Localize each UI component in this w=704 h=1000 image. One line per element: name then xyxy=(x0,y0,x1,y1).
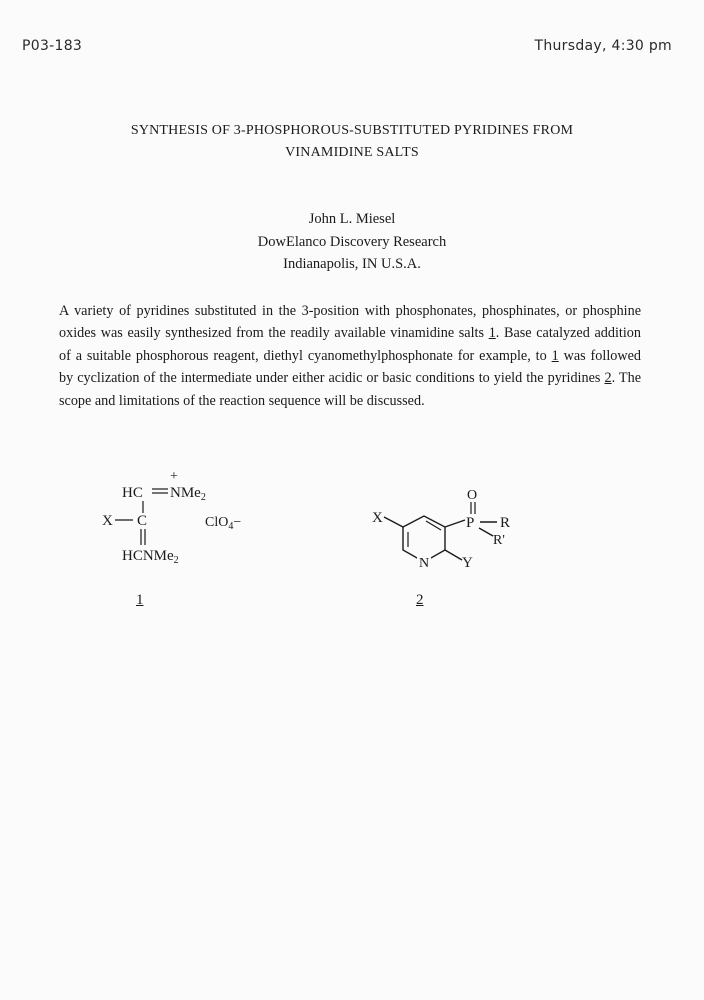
abstract-text xyxy=(59,300,641,412)
structure-2 xyxy=(372,488,510,571)
author-block xyxy=(0,208,704,276)
pyridine-x-label: X xyxy=(372,510,383,526)
c-label: C xyxy=(137,513,148,529)
abstract-part-2: . Base catalyzed addition of a suitable phosphorous reagent, diethyl cyanomethylphosphonate for example, to xyxy=(59,325,641,364)
pyridine-n-label: N xyxy=(419,556,430,571)
y-ring-bond xyxy=(445,550,462,560)
structures-figure xyxy=(0,470,704,630)
compound-ref-2: 2 xyxy=(604,370,612,387)
compound-ref-1b: 1 xyxy=(551,347,559,364)
structures-svg xyxy=(0,470,704,630)
abstract-part-3: was followed by cyclization of the intermediate under either acidic or basic conditions to yield the pyridines xyxy=(59,347,641,387)
charge-plus: + xyxy=(170,470,178,484)
hc-label: HC xyxy=(122,485,143,501)
perchlorate-label: ClO$_4$− xyxy=(205,515,242,532)
author-name: John L. Miesel xyxy=(308,211,396,227)
x-label: X xyxy=(102,513,113,529)
hcnme2-label: HCNMe$_2$ xyxy=(122,548,179,566)
pyridine-y-label: Y xyxy=(462,555,473,571)
oxygen-label: O xyxy=(467,488,478,503)
x-ring-bond xyxy=(384,517,403,527)
ring-inner-bond-2 xyxy=(426,521,441,530)
author-affiliation: DowElanco Discovery Research xyxy=(257,233,447,250)
paper-code: P03-183 xyxy=(22,38,83,54)
author-location: Indianapolis, IN U.S.A. xyxy=(283,256,421,272)
compound-ref-1: 1 xyxy=(488,325,496,342)
session-time: Thursday, 4:30 pm xyxy=(534,38,672,54)
abstract-part-4: . The scope and limitations of the reaction sequence will be discussed. xyxy=(59,370,641,409)
phosphorus-label: P xyxy=(466,515,475,531)
abstract-part-1: A variety of pyridines substituted in the 3-position with phosphonates, phosphinates, or phosphine oxides was easily synthesized from the readily available vinamidine salts xyxy=(59,303,641,342)
title-line-2: VINAMIDINE SALTS xyxy=(285,145,419,160)
p-r2-bond xyxy=(479,528,493,536)
paper-title xyxy=(0,120,704,164)
structure-1-number: 1 xyxy=(136,592,144,608)
r-prime-label: R' xyxy=(493,533,505,548)
structure-1 xyxy=(102,470,241,566)
nme2-top-label: NMe$_2$ xyxy=(170,485,206,503)
title-line-1: SYNTHESIS OF 3-PHOSPHOROUS-SUBSTITUTED PYRIDINES FROM xyxy=(130,123,574,138)
r-label: R xyxy=(500,515,511,531)
structure-2-number: 2 xyxy=(416,592,424,608)
p-ring-bond xyxy=(445,520,465,527)
